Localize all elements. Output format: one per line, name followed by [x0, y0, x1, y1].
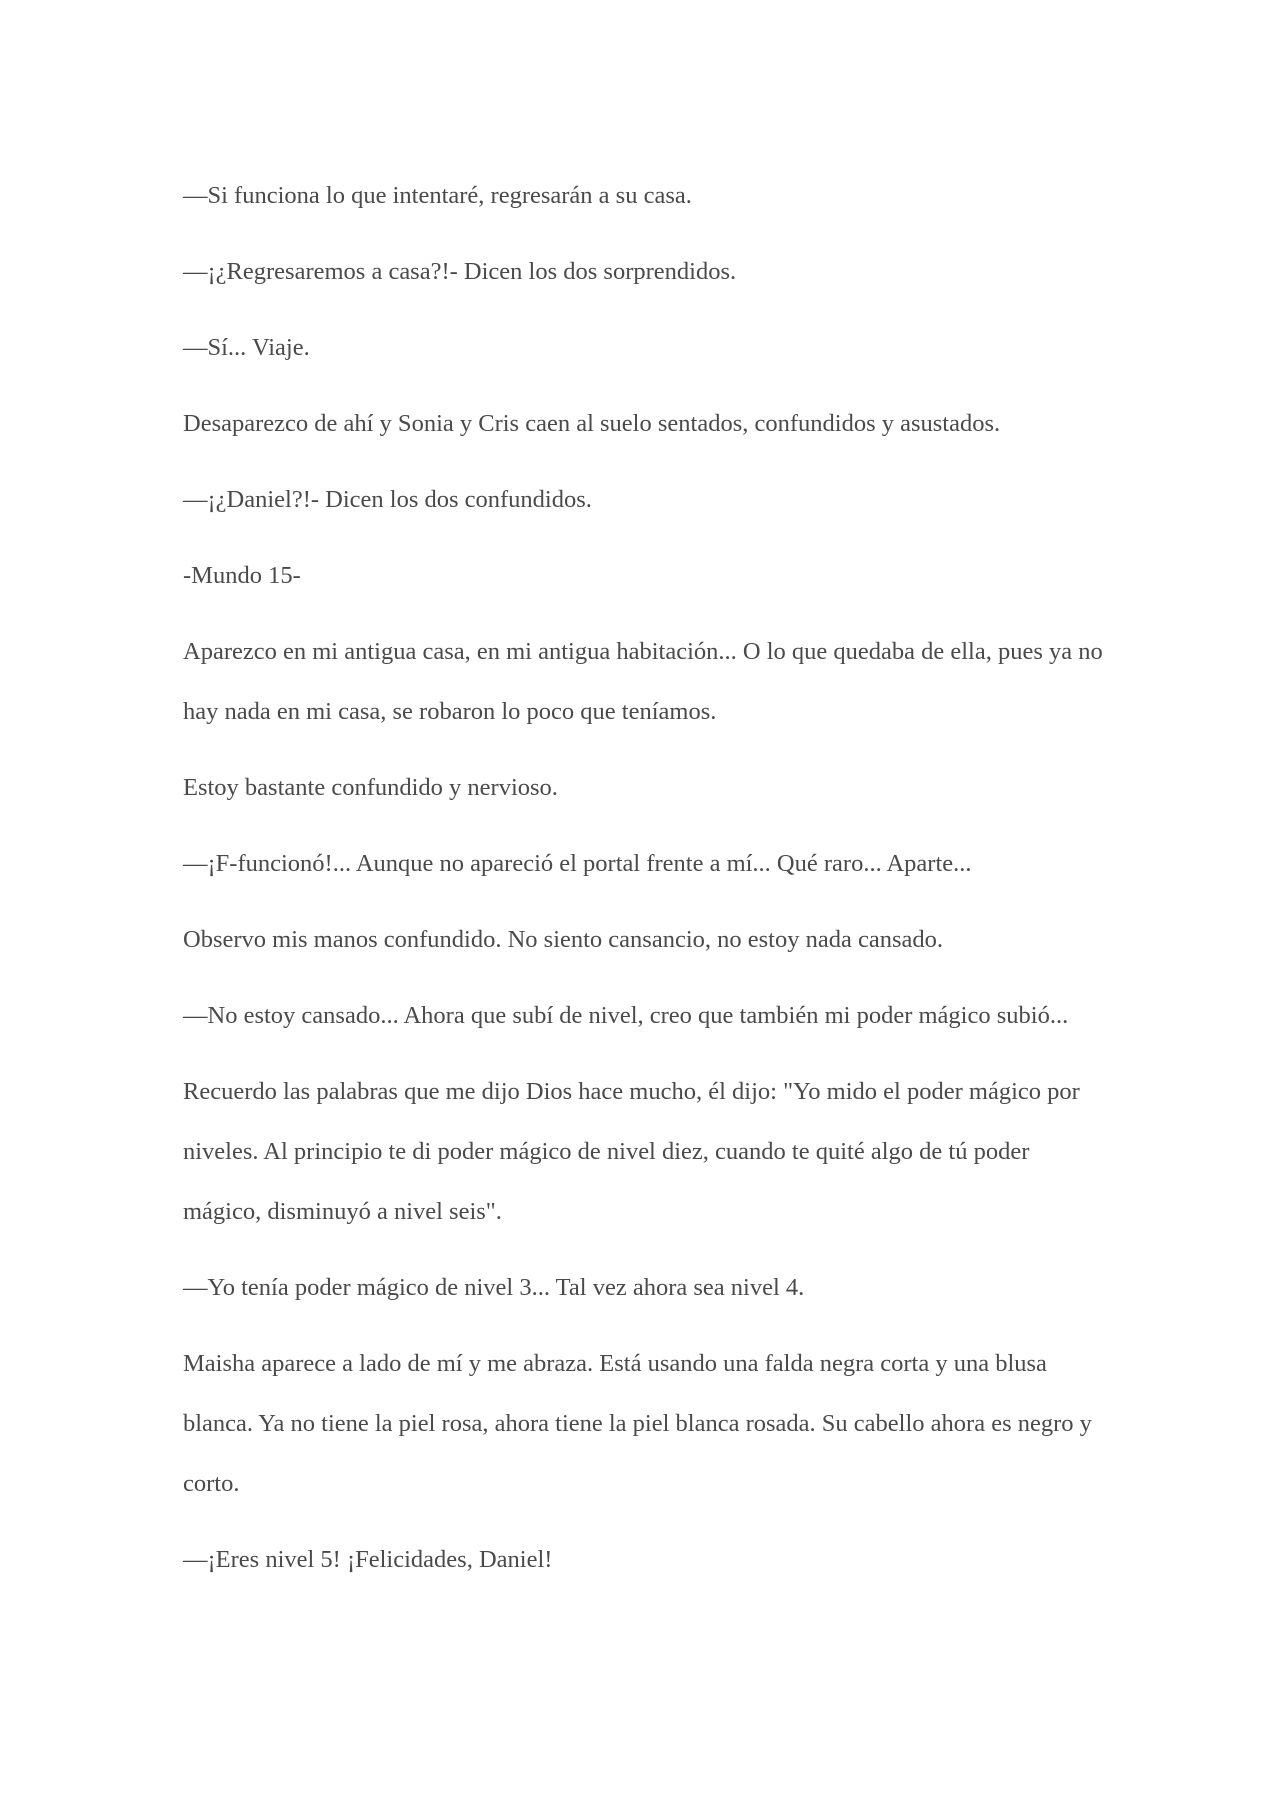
paragraph: Recuerdo las palabras que me dijo Dios hace mucho, él dijo: "Yo mido el poder mágico por niveles. Al principio te di poder mágico de nivel diez, cuando te quité algo de tú poder mágico, disminuyó a nivel seis". [183, 1078, 1080, 1225]
paragraph: —Yo tenía poder mágico de nivel 3... Tal vez ahora sea nivel 4. [183, 1274, 805, 1301]
paragraph: —¡F-funcionó!... Aunque no apareció el portal frente a mí... Qué raro... Aparte... [183, 850, 972, 877]
paragraph: Observo mis manos confundido. No siento cansancio, no estoy nada cansado. [183, 926, 944, 953]
paragraph: —No estoy cansado... Ahora que subí de nivel, creo que también mi poder mágico subió... [183, 1002, 1069, 1029]
paragraph: —¡¿Regresaremos a casa?!- Dicen los dos sorprendidos. [183, 258, 737, 285]
paragraph: —¡Eres nivel 5! ¡Felicidades, Daniel! [183, 1546, 553, 1573]
paragraph: —Sí... Viaje. [183, 334, 310, 361]
paragraph: Maisha aparece a lado de mí y me abraza. Está usando una falda negra corta y una blusa blanca. Ya no tiene la piel rosa, ahora tiene la piel blanca rosada. Su cabello ahora es negro y corto. [183, 1350, 1092, 1497]
paragraph: Estoy bastante confundido y nervioso. [183, 774, 558, 801]
paragraph: Desaparezco de ahí y Sonia y Cris caen al suelo sentados, confundidos y asustados. [183, 410, 1001, 437]
document-body [183, 178, 1113, 1618]
paragraph: Aparezco en mi antigua casa, en mi antigua habitación... O lo que quedaba de ella, pues ya no hay nada en mi casa, se robaron lo poco que teníamos. [183, 638, 1103, 725]
section-heading: -Mundo 15- [183, 562, 301, 589]
paragraph: —¡¿Daniel?!- Dicen los dos confundidos. [183, 486, 592, 513]
paragraph: —Si funciona lo que intentaré, regresarán a su casa. [183, 182, 692, 209]
